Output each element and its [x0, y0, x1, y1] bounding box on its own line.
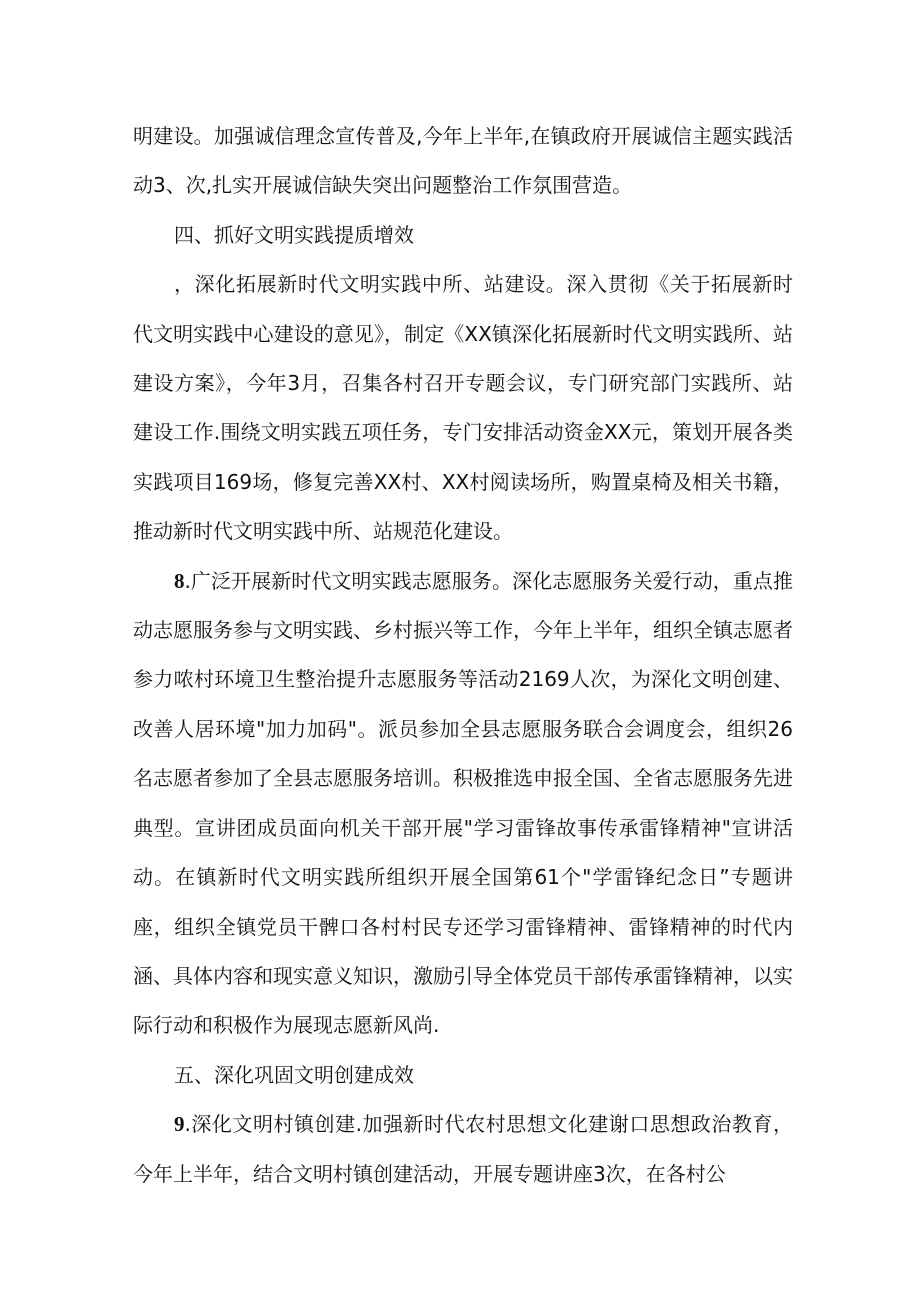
section-heading-five: 五、深化巩固文明创建成效: [174, 1062, 414, 1087]
document-body: [133, 112, 793, 1199]
item-number: 9: [174, 1112, 185, 1137]
paragraph-practice-stations: ，深化拓展新时代文明实践中所、站建设。深入贯彻《关于拓展新时代文明实践中心建设的意见》，制定《XX镇深化拓展新时代文明实践所、站建设方案》，今年3月，召集各村召开专题会议，专门研究部门实践所、站建设工作.围绕文明实践五项任务，专门安排活动资金XX元，策划开展各类实践项目169场，修复完善XX村、XX村阅读场所，购置桌椅及相关书籍，推动新时代文明实践中所、站规范化建设。: [133, 272, 793, 544]
paragraph-civilized-villages: [133, 1100, 793, 1199]
section-heading-four: 四、抓好文明实践提质增效: [174, 222, 414, 247]
paragraph-volunteer-service: [133, 557, 793, 1051]
paragraph-text: .广泛开展新时代文明实践志愿服务。深化志愿服务关爱行动，重点推动志愿服务参与文明实践、乡村振兴等工作，今年上半年，组织全镇志愿者参力哝村环境卫生整治提升志愿服务等活动2169人次，为深化文明创建、改善人居环境"加力加码"。派员参加全县志愿服务联合会调度会，组织26名志愿者参加了全县志愿服务培训。积极推选申报全国、全省志愿服务先进典型。宣讲团成员面向机关干部开展"学习雷锋故事传承雷锋精神"宣讲活动。在镇新时代文明实践所组织开展全国第61个"学雷锋纪念日”专题讲座，组织全镇党员干髀口各村村民专还学习雷锋精神、雷锋精神的时代内涵、具体内容和现实意义知识，激励引导全体党员干部传承雷锋精神，以实际行动和积极作为展现志愿新风尚.: [133, 568, 793, 1038]
item-number: 8: [174, 568, 185, 593]
paragraph-text: .深化文明村镇创建.加强新时代农村思想文化建谢口思想政治教育，今年上半年，结合文明村镇创建活动，开展专题讲座3次，在各村公: [133, 1112, 793, 1186]
paragraph-continuation: 明建设。加强诚信理念宣传普及,今年上半年,在镇政府开展诚信主题实践活动3、次,扎实开展诚信缺失突出问题整治工作氛围营造。: [133, 124, 793, 198]
